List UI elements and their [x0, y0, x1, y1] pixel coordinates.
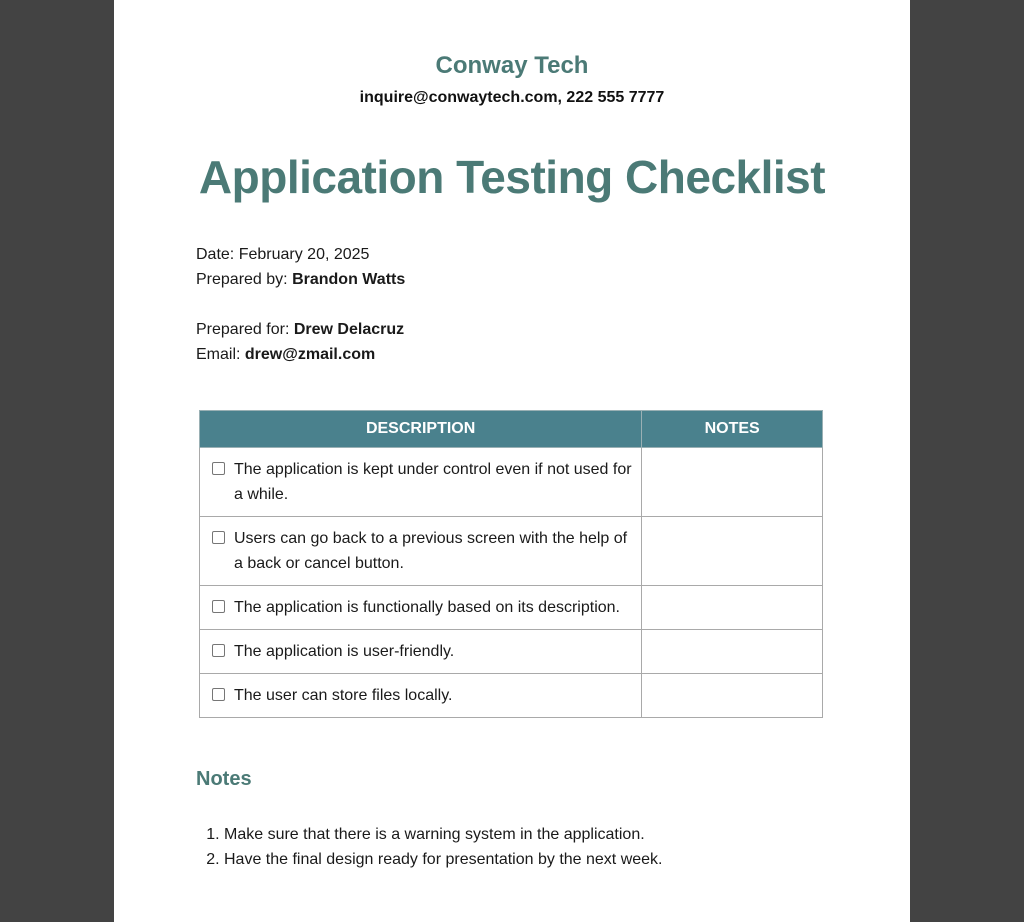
meta-block-prepared — [196, 242, 405, 292]
notes-cell[interactable] — [642, 448, 823, 517]
page-title: Application Testing Checklist — [198, 151, 826, 203]
email-line — [196, 342, 404, 367]
description-cell — [200, 586, 642, 630]
table-header-row — [200, 411, 823, 448]
description-cell — [200, 517, 642, 586]
email-value: drew@zmail.com — [244, 346, 376, 363]
checkbox[interactable] — [212, 644, 225, 657]
notes-cell[interactable] — [642, 517, 823, 586]
description-text: Users can go back to a previous screen with the help of a back or cancel button. — [234, 530, 628, 572]
checkbox[interactable] — [212, 688, 225, 701]
list-item: 2. Have the final design ready for presentation by the next week. — [224, 847, 662, 872]
notes-cell[interactable] — [642, 630, 823, 674]
prepared-for-label: Prepared for: — [196, 321, 290, 338]
table-row — [200, 517, 823, 586]
notes-heading: Notes — [196, 768, 252, 790]
table-row — [200, 448, 823, 517]
prepared-by-label: Prepared by: — [196, 271, 288, 288]
prepared-by-value: Brandon Watts — [292, 271, 406, 288]
prepared-for-value: Drew Delacruz — [293, 321, 405, 338]
description-text: The application is kept under control even if not used for a while. — [234, 461, 632, 503]
date-label: Date: — [196, 246, 235, 263]
document-page — [114, 0, 910, 922]
email-label: Email: — [196, 346, 241, 363]
list-item: 1. Make sure that there is a warning system in the application. — [224, 822, 662, 847]
notes-cell[interactable] — [642, 586, 823, 630]
column-header-notes: NOTES — [642, 411, 823, 448]
date-line — [196, 242, 405, 267]
company-name: Conway Tech — [435, 52, 589, 79]
company-contact: inquire@conwaytech.com, 222 555 7777 — [359, 89, 665, 106]
notes-list — [196, 822, 662, 872]
checkbox[interactable] — [212, 531, 225, 544]
table-row — [200, 586, 823, 630]
description-cell — [200, 448, 642, 517]
meta-block-recipient — [196, 317, 404, 367]
checkbox[interactable] — [212, 462, 225, 475]
date-value: February 20, 2025 — [238, 246, 370, 263]
checklist-table — [199, 410, 823, 718]
description-text: The application is user-friendly. — [234, 643, 455, 660]
description-cell — [200, 674, 642, 718]
checkbox[interactable] — [212, 600, 225, 613]
description-text: The user can store files locally. — [234, 687, 453, 704]
description-text: The application is functionally based on its description. — [234, 599, 620, 616]
table-row — [200, 630, 823, 674]
column-header-description: DESCRIPTION — [200, 411, 642, 448]
prepared-by-line — [196, 267, 405, 292]
table-row — [200, 674, 823, 718]
description-cell — [200, 630, 642, 674]
notes-cell[interactable] — [642, 674, 823, 718]
prepared-for-line — [196, 317, 404, 342]
